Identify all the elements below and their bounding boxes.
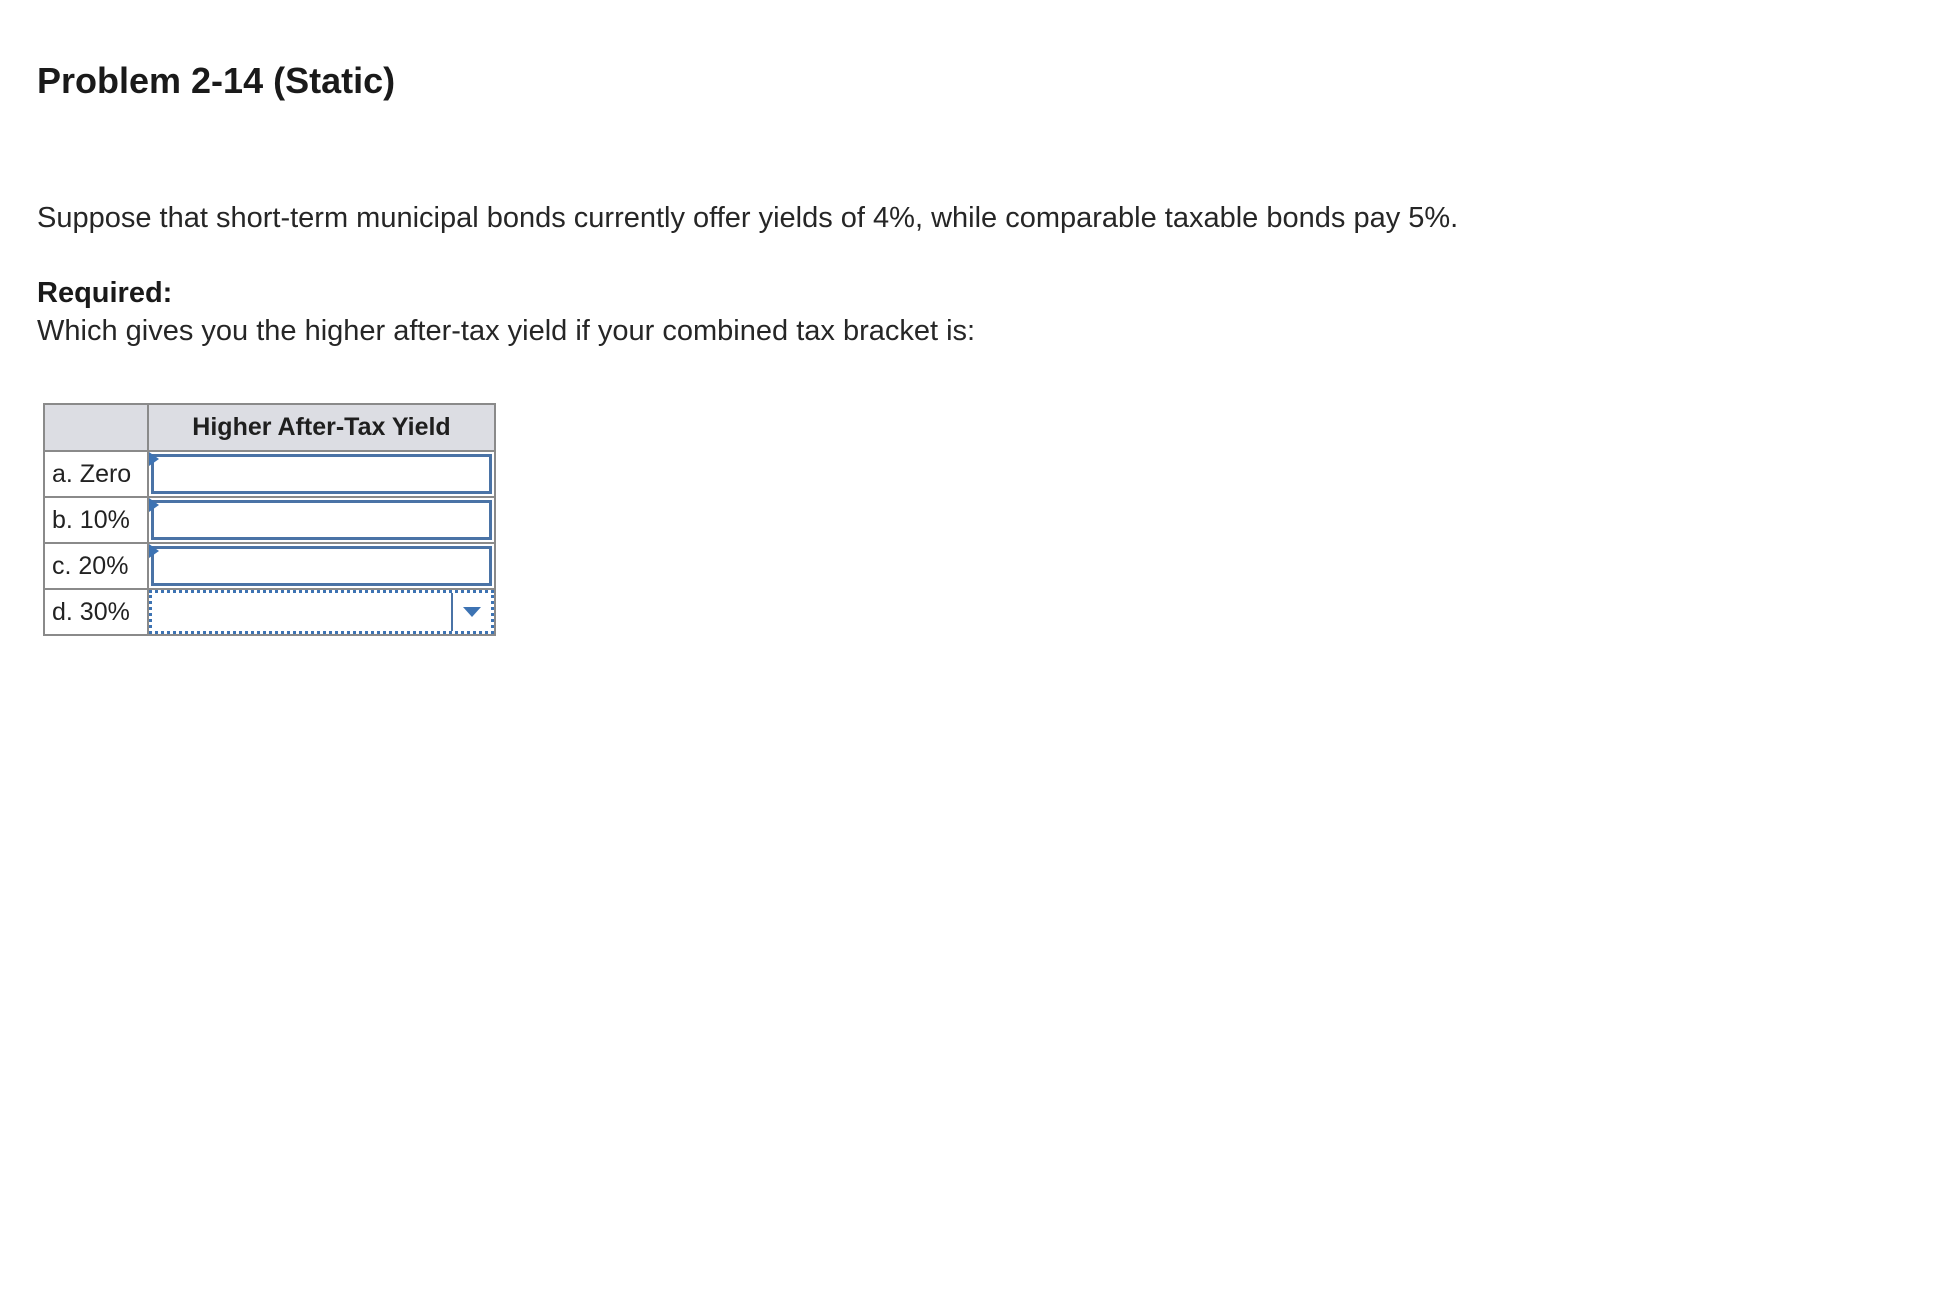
problem-intro: Suppose that short-term municipal bonds currently offer yields of 4%, while comparable taxable bonds pay 5%.: [37, 202, 1459, 234]
cell-flag-icon: [149, 498, 159, 512]
answer-cell-10-percent[interactable]: [148, 497, 495, 543]
answer-input-20-percent[interactable]: [151, 546, 492, 586]
answer-input-10-percent[interactable]: [151, 500, 492, 540]
table-row: [44, 589, 495, 635]
row-label-zero: a. Zero: [44, 451, 148, 497]
question-text: Which gives you the higher after-tax yield if your combined tax bracket is:: [37, 315, 976, 347]
table-row: [44, 543, 495, 589]
table-row: [44, 497, 495, 543]
required-label: Required:: [37, 277, 173, 309]
answer-cell-20-percent[interactable]: [148, 543, 495, 589]
answer-input-zero[interactable]: [151, 454, 492, 494]
row-label-10-percent: b. 10%: [44, 497, 148, 543]
row-label-20-percent: c. 20%: [44, 543, 148, 589]
chevron-down-icon: [463, 607, 481, 617]
column-header-after-tax-yield: Higher After-Tax Yield: [148, 404, 495, 451]
row-label-30-percent: d. 30%: [44, 589, 148, 635]
cell-flag-icon: [149, 452, 159, 466]
table-corner-header: [44, 404, 148, 451]
answer-cell-30-percent[interactable]: [148, 589, 495, 635]
problem-title: Problem 2-14 (Static): [37, 60, 396, 101]
answer-table: [43, 403, 496, 636]
table-row: [44, 451, 495, 497]
answer-dropdown-30-percent[interactable]: [149, 590, 494, 634]
cell-flag-icon: [149, 544, 159, 558]
table-header-row: [44, 404, 495, 451]
dropdown-toggle-button[interactable]: [451, 593, 491, 631]
answer-cell-zero[interactable]: [148, 451, 495, 497]
